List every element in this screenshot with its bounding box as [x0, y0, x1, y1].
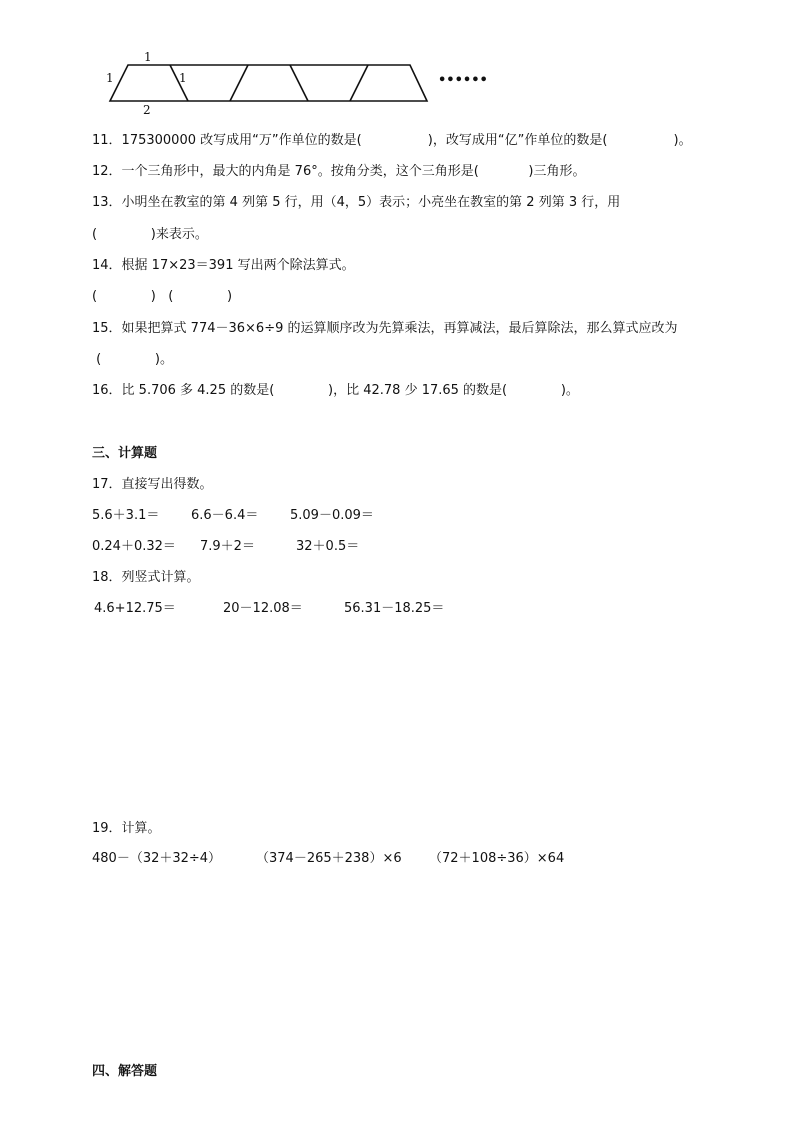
question-16: 16．比 5.706 多 4.25 的数是( )，比 42.78 少 17.65 的数是( )。 — [92, 383, 579, 398]
q17-expr-3: 5.09－0.09＝ — [290, 508, 374, 523]
divider-line-2 — [230, 65, 248, 101]
question-14-line-1: 14．根据 17×23＝391 写出两个除法算式。 — [92, 258, 355, 273]
question-11: 11．175300000 改写成用“万”作单位的数是( )，改写成用“亿”作单位的数是( )。 — [92, 133, 692, 148]
q17-expr-6: 32＋0.5＝ — [296, 539, 360, 554]
divider-line-4 — [350, 65, 368, 101]
q19-expr-2: （374－265＋238）×6 — [256, 851, 402, 866]
divider-line-3 — [290, 65, 308, 101]
question-12: 12．一个三角形中，最大的内角是 76°。按角分类，这个三角形是( )三角形。 — [92, 164, 586, 179]
label-left: 1 — [106, 71, 114, 85]
question-13-line-2: ( )来表示。 — [92, 227, 208, 242]
label-top: 1 — [144, 50, 152, 64]
q18-expr-1: 4.6+12.75＝ — [94, 601, 176, 616]
q18-expr-2: 20－12.08＝ — [223, 601, 303, 616]
label-bottom: 2 — [143, 103, 151, 116]
q17-expr-4: 0.24＋0.32＝ — [92, 539, 176, 554]
section-3-heading: 三、计算题 — [92, 446, 158, 461]
q17-expr-1: 5.6＋3.1＝ — [92, 508, 160, 523]
q17-expr-2: 6.6－6.4＝ — [191, 508, 259, 523]
question-17: 17．直接写出得数。 — [92, 477, 213, 492]
question-15-line-1: 15．如果把算式 774－36×6÷9 的运算顺序改为先算乘法，再算减法，最后算除法，那么算式应改为 — [92, 321, 678, 336]
parallelogram-triangles-figure — [100, 46, 500, 116]
label-inner: 1 — [179, 71, 187, 85]
q17-expr-5: 7.9＋2＝ — [200, 539, 255, 554]
section-4-heading: 四、解答题 — [92, 1064, 158, 1079]
question-15-line-2: ( )。 — [92, 352, 173, 367]
q18-expr-3: 56.31－18.25＝ — [344, 601, 445, 616]
question-19: 19．计算。 — [92, 821, 161, 836]
parallelogram-outline — [110, 65, 427, 101]
q19-expr-3: （72＋108÷36）×64 — [429, 851, 565, 866]
question-14-line-2: ( ) ( ) — [92, 289, 233, 304]
question-18: 18．列竖式计算。 — [92, 570, 200, 585]
ellipsis-dots: •••••• — [438, 73, 488, 88]
question-13-line-1: 13．小明坐在教室的第 4 列第 5 行，用（4，5）表示；小亮坐在教室的第 2 列第 3 行，用 — [92, 195, 621, 210]
q19-expr-1: 480－（32＋32÷4） — [92, 851, 222, 866]
